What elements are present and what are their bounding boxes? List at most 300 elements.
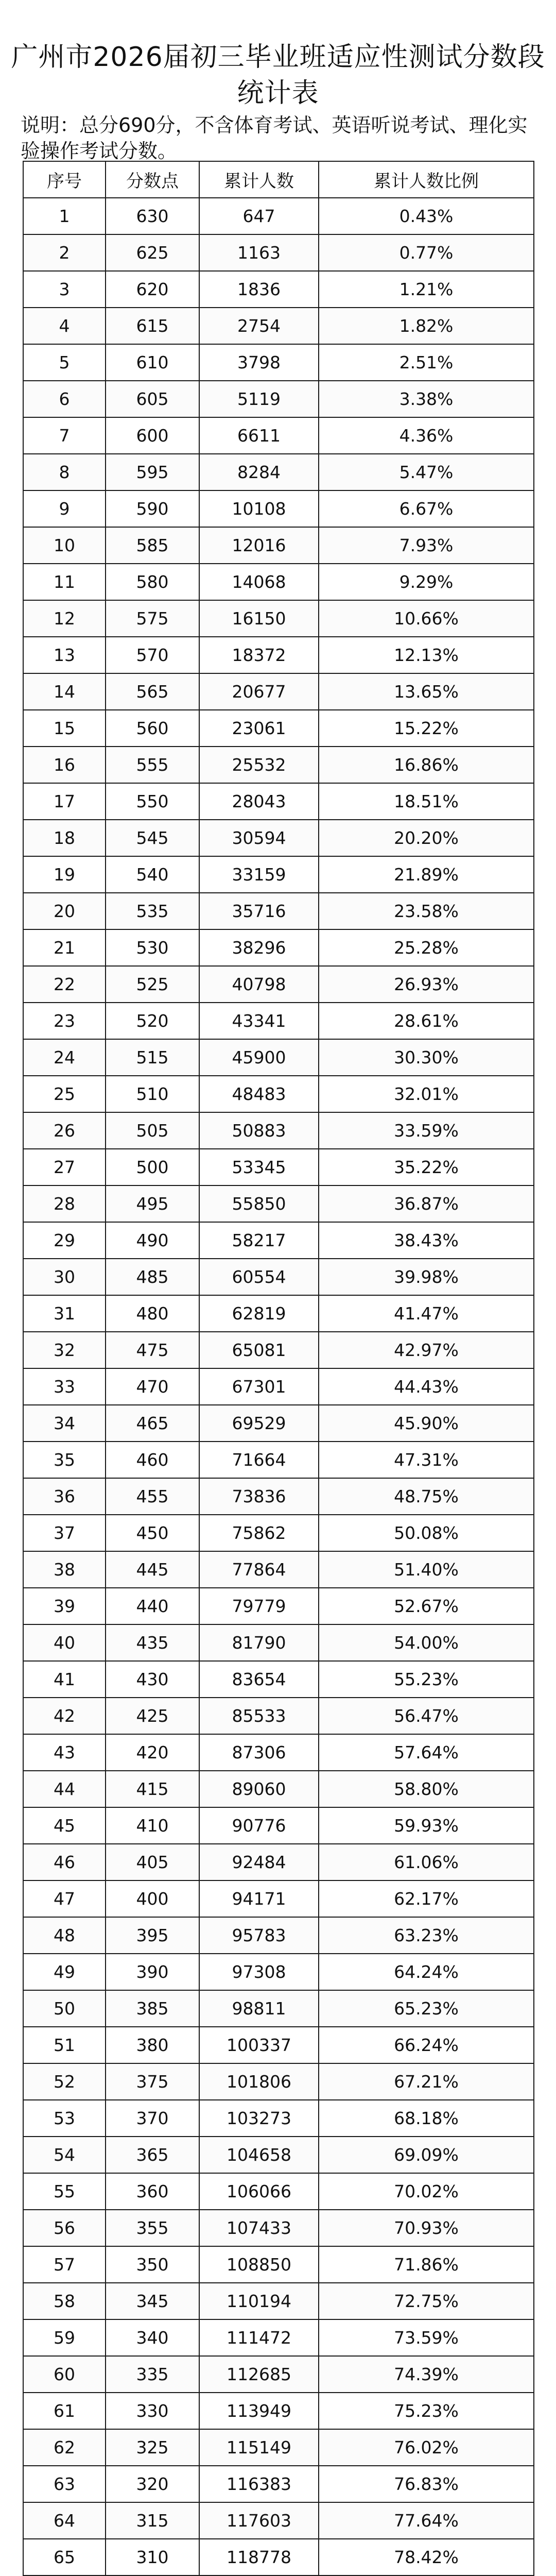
cell-cumulative-count: 106066	[199, 2173, 319, 2210]
cell-score-point: 615	[106, 308, 199, 344]
cell-serial-number: 60	[23, 2356, 106, 2393]
cell-cumulative-ratio: 50.08%	[319, 1515, 534, 1551]
cell-score-point: 370	[106, 2100, 199, 2137]
cell-serial-number: 48	[23, 1917, 106, 1954]
cell-score-point: 620	[106, 271, 199, 308]
cell-score-point: 320	[106, 2466, 199, 2502]
table-row	[23, 2356, 534, 2393]
table-row	[23, 1698, 534, 1734]
cell-score-point: 585	[106, 527, 199, 564]
document-note: 说明：总分690分，不含体育考试、英语听说考试、理化实验操作考试分数。	[21, 114, 528, 162]
cell-serial-number: 27	[23, 1149, 106, 1185]
cell-cumulative-ratio: 57.64%	[319, 1734, 534, 1771]
cell-serial-number: 53	[23, 2100, 106, 2137]
cell-serial-number: 21	[23, 929, 106, 966]
cell-score-point: 605	[106, 381, 199, 417]
cell-cumulative-ratio: 70.93%	[319, 2210, 534, 2246]
cell-score-point: 485	[106, 1259, 199, 1295]
cell-cumulative-ratio: 76.83%	[319, 2466, 534, 2502]
table-row	[23, 1368, 534, 1405]
cell-score-point: 520	[106, 1003, 199, 1039]
cell-cumulative-ratio: 3.38%	[319, 381, 534, 417]
cell-cumulative-count: 83654	[199, 1661, 319, 1698]
cell-cumulative-ratio: 64.24%	[319, 1954, 534, 1990]
table-row	[23, 1661, 534, 1698]
table-row	[23, 673, 534, 710]
cell-serial-number: 6	[23, 381, 106, 417]
cell-cumulative-count: 79779	[199, 1588, 319, 1624]
cell-cumulative-count: 45900	[199, 1039, 319, 1076]
cell-score-point: 570	[106, 637, 199, 673]
header-cumulative-count: 累计人数	[199, 161, 319, 198]
cell-cumulative-ratio: 65.23%	[319, 1990, 534, 2027]
cell-serial-number: 1	[23, 198, 106, 234]
table-row	[23, 1003, 534, 1039]
cell-serial-number: 50	[23, 1990, 106, 2027]
cell-score-point: 330	[106, 2393, 199, 2429]
cell-cumulative-count: 108850	[199, 2246, 319, 2283]
cell-serial-number: 5	[23, 344, 106, 381]
cell-cumulative-ratio: 68.18%	[319, 2100, 534, 2137]
cell-score-point: 340	[106, 2319, 199, 2356]
table-row	[23, 2210, 534, 2246]
cell-score-point: 490	[106, 1222, 199, 1259]
cell-score-point: 410	[106, 1807, 199, 1844]
cell-score-point: 610	[106, 344, 199, 381]
cell-cumulative-count: 97308	[199, 1954, 319, 1990]
cell-cumulative-count: 98811	[199, 1990, 319, 2027]
cell-cumulative-ratio: 58.80%	[319, 1771, 534, 1807]
cell-serial-number: 18	[23, 820, 106, 856]
cell-cumulative-ratio: 70.02%	[319, 2173, 534, 2210]
cell-serial-number: 41	[23, 1661, 106, 1698]
table-row	[23, 1039, 534, 1076]
cell-cumulative-count: 55850	[199, 1185, 319, 1222]
table-row	[23, 1332, 534, 1368]
cell-cumulative-ratio: 15.22%	[319, 710, 534, 747]
cell-cumulative-count: 647	[199, 198, 319, 234]
cell-serial-number: 45	[23, 1807, 106, 1844]
cell-score-point: 465	[106, 1405, 199, 1442]
cell-serial-number: 33	[23, 1368, 106, 1405]
cell-cumulative-ratio: 32.01%	[319, 1076, 534, 1112]
cell-cumulative-count: 101806	[199, 2063, 319, 2100]
cell-serial-number: 31	[23, 1295, 106, 1332]
cell-serial-number: 65	[23, 2539, 106, 2575]
cell-score-point: 580	[106, 564, 199, 600]
cell-serial-number: 37	[23, 1515, 106, 1551]
cell-serial-number: 46	[23, 1844, 106, 1880]
cell-serial-number: 62	[23, 2429, 106, 2466]
cell-cumulative-ratio: 33.59%	[319, 1112, 534, 1149]
cell-score-point: 420	[106, 1734, 199, 1771]
cell-serial-number: 3	[23, 271, 106, 308]
table-row	[23, 1917, 534, 1954]
table-row	[23, 1990, 534, 2027]
cell-serial-number: 11	[23, 564, 106, 600]
cell-score-point: 575	[106, 600, 199, 637]
cell-cumulative-ratio: 23.58%	[319, 893, 534, 929]
cell-cumulative-ratio: 76.02%	[319, 2429, 534, 2466]
cell-score-point: 565	[106, 673, 199, 710]
table-row	[23, 1880, 534, 1917]
table-header-row	[23, 161, 534, 198]
cell-score-point: 525	[106, 966, 199, 1003]
cell-cumulative-ratio: 35.22%	[319, 1149, 534, 1185]
table-row	[23, 381, 534, 417]
header-cumulative-ratio: 累计人数比例	[319, 161, 534, 198]
cell-serial-number: 17	[23, 783, 106, 820]
cell-cumulative-ratio: 61.06%	[319, 1844, 534, 1880]
cell-serial-number: 30	[23, 1259, 106, 1295]
cell-cumulative-ratio: 69.09%	[319, 2137, 534, 2173]
cell-serial-number: 26	[23, 1112, 106, 1149]
table-row	[23, 2027, 534, 2063]
cell-score-point: 510	[106, 1076, 199, 1112]
cell-cumulative-count: 18372	[199, 637, 319, 673]
table-row	[23, 198, 534, 234]
cell-score-point: 540	[106, 856, 199, 893]
cell-score-point: 445	[106, 1551, 199, 1588]
cell-cumulative-ratio: 48.75%	[319, 1478, 534, 1515]
cell-cumulative-count: 1836	[199, 271, 319, 308]
cell-cumulative-count: 12016	[199, 527, 319, 564]
cell-cumulative-ratio: 59.93%	[319, 1807, 534, 1844]
cell-cumulative-ratio: 20.20%	[319, 820, 534, 856]
cell-cumulative-count: 95783	[199, 1917, 319, 1954]
cell-serial-number: 2	[23, 234, 106, 271]
cell-cumulative-count: 65081	[199, 1332, 319, 1368]
table-row	[23, 1734, 534, 1771]
cell-cumulative-count: 10108	[199, 490, 319, 527]
cell-cumulative-ratio: 42.97%	[319, 1332, 534, 1368]
cell-serial-number: 51	[23, 2027, 106, 2063]
header-serial-number: 序号	[23, 161, 106, 198]
cell-cumulative-ratio: 25.28%	[319, 929, 534, 966]
cell-cumulative-ratio: 6.67%	[319, 490, 534, 527]
cell-score-point: 425	[106, 1698, 199, 1734]
cell-cumulative-count: 73836	[199, 1478, 319, 1515]
document-title: 广州市2026届初三毕业班适应性测试分数段统计表	[11, 42, 545, 109]
cell-cumulative-count: 50883	[199, 1112, 319, 1149]
cell-cumulative-ratio: 74.39%	[319, 2356, 534, 2393]
cell-serial-number: 22	[23, 966, 106, 1003]
cell-serial-number: 59	[23, 2319, 106, 2356]
cell-cumulative-ratio: 1.82%	[319, 308, 534, 344]
cell-cumulative-count: 69529	[199, 1405, 319, 1442]
table-row	[23, 893, 534, 929]
cell-score-point: 560	[106, 710, 199, 747]
cell-cumulative-count: 25532	[199, 747, 319, 783]
cell-score-point: 470	[106, 1368, 199, 1405]
cell-score-point: 390	[106, 1954, 199, 1990]
cell-cumulative-ratio: 5.47%	[319, 454, 534, 490]
table-row	[23, 1295, 534, 1332]
table-row	[23, 1515, 534, 1551]
cell-cumulative-count: 77864	[199, 1551, 319, 1588]
cell-serial-number: 9	[23, 490, 106, 527]
cell-cumulative-ratio: 63.23%	[319, 1917, 534, 1954]
cell-cumulative-ratio: 26.93%	[319, 966, 534, 1003]
cell-score-point: 545	[106, 820, 199, 856]
table-row	[23, 820, 534, 856]
cell-cumulative-count: 107433	[199, 2210, 319, 2246]
cell-serial-number: 29	[23, 1222, 106, 1259]
table-row	[23, 308, 534, 344]
cell-serial-number: 23	[23, 1003, 106, 1039]
cell-score-point: 355	[106, 2210, 199, 2246]
cell-serial-number: 32	[23, 1332, 106, 1368]
cell-cumulative-ratio: 72.75%	[319, 2283, 534, 2319]
table-row	[23, 2502, 534, 2539]
cell-cumulative-count: 40798	[199, 966, 319, 1003]
cell-cumulative-count: 14068	[199, 564, 319, 600]
cell-cumulative-ratio: 21.89%	[319, 856, 534, 893]
cell-serial-number: 13	[23, 637, 106, 673]
cell-score-point: 375	[106, 2063, 199, 2100]
cell-cumulative-ratio: 16.86%	[319, 747, 534, 783]
cell-cumulative-count: 113949	[199, 2393, 319, 2429]
cell-score-point: 600	[106, 417, 199, 454]
cell-cumulative-ratio: 30.30%	[319, 1039, 534, 1076]
cell-score-point: 555	[106, 747, 199, 783]
cell-serial-number: 52	[23, 2063, 106, 2100]
cell-serial-number: 34	[23, 1405, 106, 1442]
cell-serial-number: 20	[23, 893, 106, 929]
table-row	[23, 234, 534, 271]
cell-cumulative-count: 94171	[199, 1880, 319, 1917]
cell-serial-number: 42	[23, 1698, 106, 1734]
cell-cumulative-ratio: 52.67%	[319, 1588, 534, 1624]
table-row	[23, 2429, 534, 2466]
cell-score-point: 550	[106, 783, 199, 820]
cell-serial-number: 15	[23, 710, 106, 747]
cell-score-point: 400	[106, 1880, 199, 1917]
cell-cumulative-count: 3798	[199, 344, 319, 381]
cell-score-point: 590	[106, 490, 199, 527]
cell-cumulative-count: 87306	[199, 1734, 319, 1771]
cell-serial-number: 7	[23, 417, 106, 454]
cell-serial-number: 8	[23, 454, 106, 490]
cell-score-point: 385	[106, 1990, 199, 2027]
cell-cumulative-ratio: 75.23%	[319, 2393, 534, 2429]
table-row	[23, 1405, 534, 1442]
cell-serial-number: 24	[23, 1039, 106, 1076]
table-row	[23, 1259, 534, 1295]
score-table-container	[23, 161, 533, 2576]
table-row	[23, 2063, 534, 2100]
table-row	[23, 929, 534, 966]
table-row	[23, 1551, 534, 1588]
cell-score-point: 315	[106, 2502, 199, 2539]
cell-cumulative-count: 103273	[199, 2100, 319, 2137]
cell-serial-number: 35	[23, 1442, 106, 1478]
cell-cumulative-ratio: 39.98%	[319, 1259, 534, 1295]
table-row	[23, 2393, 534, 2429]
cell-score-point: 360	[106, 2173, 199, 2210]
cell-serial-number: 14	[23, 673, 106, 710]
table-row	[23, 2137, 534, 2173]
table-row	[23, 2246, 534, 2283]
table-row	[23, 1771, 534, 1807]
cell-cumulative-ratio: 44.43%	[319, 1368, 534, 1405]
cell-serial-number: 40	[23, 1624, 106, 1661]
table-row	[23, 527, 534, 564]
cell-cumulative-count: 81790	[199, 1624, 319, 1661]
table-row	[23, 1588, 534, 1624]
cell-cumulative-count: 75862	[199, 1515, 319, 1551]
cell-cumulative-count: 110194	[199, 2283, 319, 2319]
cell-score-point: 350	[106, 2246, 199, 2283]
cell-cumulative-count: 43341	[199, 1003, 319, 1039]
cell-serial-number: 25	[23, 1076, 106, 1112]
cell-cumulative-count: 38296	[199, 929, 319, 966]
cell-score-point: 515	[106, 1039, 199, 1076]
table-row	[23, 1478, 534, 1515]
cell-cumulative-count: 60554	[199, 1259, 319, 1295]
cell-cumulative-ratio: 62.17%	[319, 1880, 534, 1917]
cell-serial-number: 49	[23, 1954, 106, 1990]
cell-cumulative-count: 8284	[199, 454, 319, 490]
cell-cumulative-ratio: 28.61%	[319, 1003, 534, 1039]
table-row	[23, 710, 534, 747]
table-body	[23, 198, 534, 2576]
cell-cumulative-ratio: 13.65%	[319, 673, 534, 710]
cell-serial-number: 4	[23, 308, 106, 344]
table-row	[23, 1807, 534, 1844]
table-row	[23, 2466, 534, 2502]
cell-score-point: 475	[106, 1332, 199, 1368]
header-score-point: 分数点	[106, 161, 199, 198]
table-row	[23, 564, 534, 600]
cell-score-point: 405	[106, 1844, 199, 1880]
table-row	[23, 2319, 534, 2356]
cell-score-point: 595	[106, 454, 199, 490]
table-row	[23, 2283, 534, 2319]
table-row	[23, 344, 534, 381]
cell-score-point: 435	[106, 1624, 199, 1661]
cell-serial-number: 58	[23, 2283, 106, 2319]
table-row	[23, 2100, 534, 2137]
cell-cumulative-ratio: 73.59%	[319, 2319, 534, 2356]
cell-serial-number: 38	[23, 1551, 106, 1588]
cell-score-point: 455	[106, 1478, 199, 1515]
cell-cumulative-ratio: 4.36%	[319, 417, 534, 454]
cell-cumulative-ratio: 1.21%	[319, 271, 534, 308]
cell-cumulative-count: 118778	[199, 2539, 319, 2575]
cell-score-point: 395	[106, 1917, 199, 1954]
cell-cumulative-ratio: 78.42%	[319, 2539, 534, 2575]
cell-cumulative-ratio: 56.47%	[319, 1698, 534, 1734]
table-row	[23, 783, 534, 820]
cell-cumulative-count: 117603	[199, 2502, 319, 2539]
cell-cumulative-ratio: 7.93%	[319, 527, 534, 564]
cell-cumulative-ratio: 47.31%	[319, 1442, 534, 1478]
cell-cumulative-count: 5119	[199, 381, 319, 417]
table-row	[23, 1112, 534, 1149]
table-row	[23, 856, 534, 893]
cell-cumulative-ratio: 45.90%	[319, 1405, 534, 1442]
cell-cumulative-count: 85533	[199, 1698, 319, 1734]
cell-cumulative-count: 112685	[199, 2356, 319, 2393]
cell-cumulative-count: 6611	[199, 417, 319, 454]
table-row	[23, 454, 534, 490]
cell-serial-number: 64	[23, 2502, 106, 2539]
cell-cumulative-ratio: 66.24%	[319, 2027, 534, 2063]
cell-score-point: 505	[106, 1112, 199, 1149]
table-row	[23, 2539, 534, 2575]
cell-score-point: 530	[106, 929, 199, 966]
cell-cumulative-ratio: 9.29%	[319, 564, 534, 600]
cell-cumulative-count: 62819	[199, 1295, 319, 1332]
cell-cumulative-count: 116383	[199, 2466, 319, 2502]
cell-cumulative-count: 71664	[199, 1442, 319, 1478]
cell-cumulative-ratio: 38.43%	[319, 1222, 534, 1259]
cell-serial-number: 61	[23, 2393, 106, 2429]
cell-cumulative-ratio: 0.77%	[319, 234, 534, 271]
cell-cumulative-count: 89060	[199, 1771, 319, 1807]
table-row	[23, 637, 534, 673]
cell-score-point: 625	[106, 234, 199, 271]
table-row	[23, 1954, 534, 1990]
cell-cumulative-count: 67301	[199, 1368, 319, 1405]
cell-score-point: 440	[106, 1588, 199, 1624]
cell-score-point: 335	[106, 2356, 199, 2393]
cell-cumulative-count: 30594	[199, 820, 319, 856]
cell-serial-number: 10	[23, 527, 106, 564]
table-row	[23, 600, 534, 637]
table-row	[23, 417, 534, 454]
table-row	[23, 490, 534, 527]
cell-score-point: 325	[106, 2429, 199, 2466]
cell-serial-number: 16	[23, 747, 106, 783]
cell-serial-number: 57	[23, 2246, 106, 2283]
table-row	[23, 271, 534, 308]
cell-score-point: 380	[106, 2027, 199, 2063]
table-row	[23, 1149, 534, 1185]
cell-cumulative-ratio: 2.51%	[319, 344, 534, 381]
table-row	[23, 1624, 534, 1661]
cell-score-point: 450	[106, 1515, 199, 1551]
cell-serial-number: 19	[23, 856, 106, 893]
cell-cumulative-count: 2754	[199, 308, 319, 344]
cell-score-point: 310	[106, 2539, 199, 2575]
cell-cumulative-count: 58217	[199, 1222, 319, 1259]
cell-cumulative-count: 23061	[199, 710, 319, 747]
cell-cumulative-count: 1163	[199, 234, 319, 271]
cell-cumulative-ratio: 51.40%	[319, 1551, 534, 1588]
cell-cumulative-ratio: 71.86%	[319, 2246, 534, 2283]
cell-cumulative-ratio: 0.43%	[319, 198, 534, 234]
cell-cumulative-count: 20677	[199, 673, 319, 710]
cell-serial-number: 56	[23, 2210, 106, 2246]
cell-cumulative-count: 115149	[199, 2429, 319, 2466]
cell-cumulative-ratio: 18.51%	[319, 783, 534, 820]
cell-serial-number: 39	[23, 1588, 106, 1624]
cell-serial-number: 44	[23, 1771, 106, 1807]
table-row	[23, 1076, 534, 1112]
score-distribution-table	[23, 161, 534, 2576]
cell-cumulative-ratio: 12.13%	[319, 637, 534, 673]
cell-serial-number: 63	[23, 2466, 106, 2502]
cell-serial-number: 47	[23, 1880, 106, 1917]
cell-score-point: 500	[106, 1149, 199, 1185]
table-row	[23, 1222, 534, 1259]
cell-score-point: 495	[106, 1185, 199, 1222]
cell-score-point: 460	[106, 1442, 199, 1478]
cell-serial-number: 28	[23, 1185, 106, 1222]
cell-score-point: 535	[106, 893, 199, 929]
